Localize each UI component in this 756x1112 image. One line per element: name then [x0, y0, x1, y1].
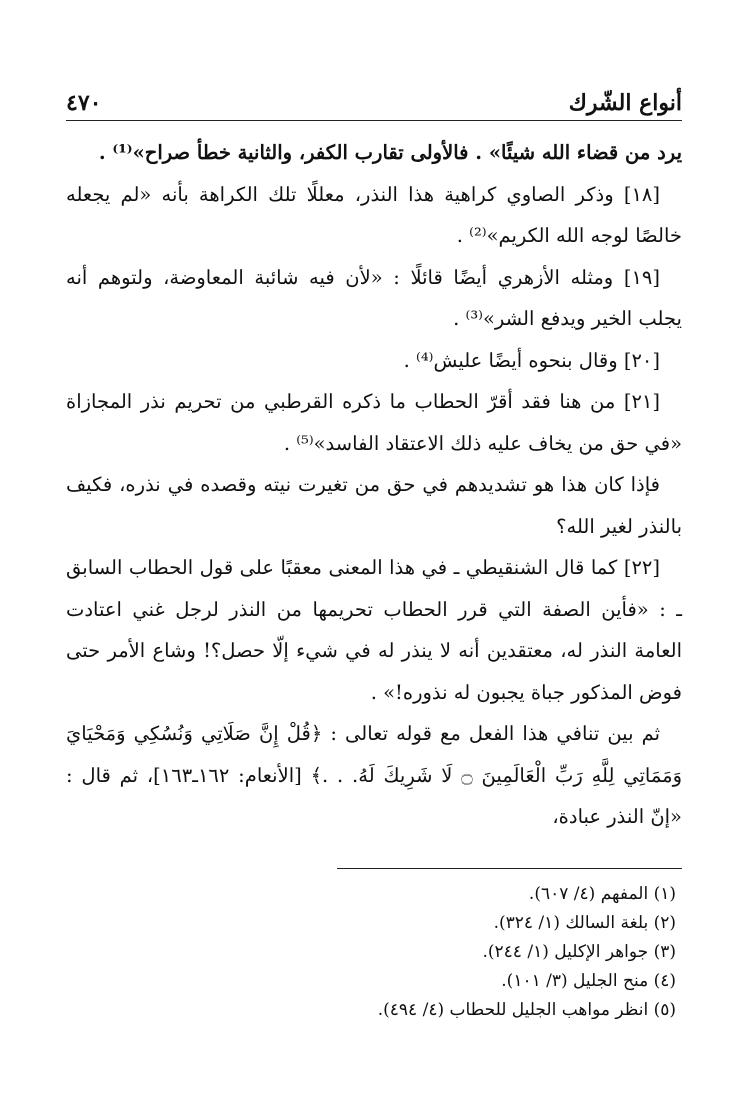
- paragraph-verse: ثم بين تنافي هذا الفعل مع قوله تعالى : ﴿قُلْ إِنَّ صَلَاتِي وَنُسُكِي وَمَحْيَايَ وَمَمَاتِي لِلَّهِ رَبِّ الْعَالَمِينَ ۝ لَا شَرِيكَ لَهُ. . .﴾ [الأنعام: ١٦٢ـ١٦٣]، ثم قال : «إنّ النذر عبادة،: [66, 722, 683, 828]
- footnote-divider: [337, 868, 682, 869]
- paragraph-continuation: يرد من قضاء الله شيئًا» . فالأولى تقارب الكفر، والثانية خطأ صراح»⁽¹⁾ .: [98, 141, 682, 164]
- footnote-4: (٤) منح الجليل (٣/ ١٠١).: [501, 971, 676, 991]
- paragraph-18: [١٨] وذكر الصاوي كراهية هذا النذر، معللًا تلك الكراهة بأنه «لم يجعله خالصًا لوجه الله الكريم»⁽²⁾ .: [66, 182, 682, 247]
- paragraph-21: [٢١] من هنا فقد أقرّ الحطاب ما ذكره القرطبي من تحريم نذر المجازاة «في حق من يخاف عليه ذلك الاعتقاد الفاسد»⁽⁵⁾ .: [66, 390, 682, 455]
- paragraph-question: فإذا كان هذا هو تشديدهم في حق من تغيرت نيته وقصده في نذره، فكيف بالنذر لغير الله؟: [66, 473, 682, 538]
- page-number: ٤٧٠: [66, 90, 102, 116]
- footnote-2: (٢) بلغة السالك (١/ ٣٢٤).: [493, 913, 676, 933]
- footnote-1: (١) المفهم (٤/ ٦٠٧).: [528, 884, 676, 904]
- footnote-5: (٥) انظر مواهب الجليل للحطاب (٤/ ٤٩٤).: [377, 1000, 676, 1020]
- footnote-3: (٣) جواهر الإكليل (١/ ٢٤٤).: [482, 942, 676, 962]
- paragraph-22: [٢٢] كما قال الشنقيطي ـ في هذا المعنى معقبًا على قول الحطاب السابق ـ : «فأين الصفة التي قرر الحطاب تحريمها من النذر لرجل غني اعتادت العامة النذر له، معتقدين أنه لا ينذر له في شيء إلّا حصل؟! وشاع الأمر حتى فوض المذكور جباة يجبون له نذوره!» .: [66, 556, 682, 704]
- paragraph-19: [١٩] ومثله الأزهري أيضًا قائلًا : «لأن فيه شائبة المعاوضة، ولتوهم أنه يجلب الخير ويدفع الشر»⁽³⁾ .: [66, 265, 682, 330]
- main-text: [66, 132, 682, 838]
- running-title: أنواع الشّرك: [568, 90, 682, 116]
- paragraph-20: [٢٠] وقال بنحوه أيضًا عليش⁽⁴⁾ .: [403, 348, 660, 372]
- page-header: [66, 80, 682, 121]
- footnotes: [56, 880, 676, 1025]
